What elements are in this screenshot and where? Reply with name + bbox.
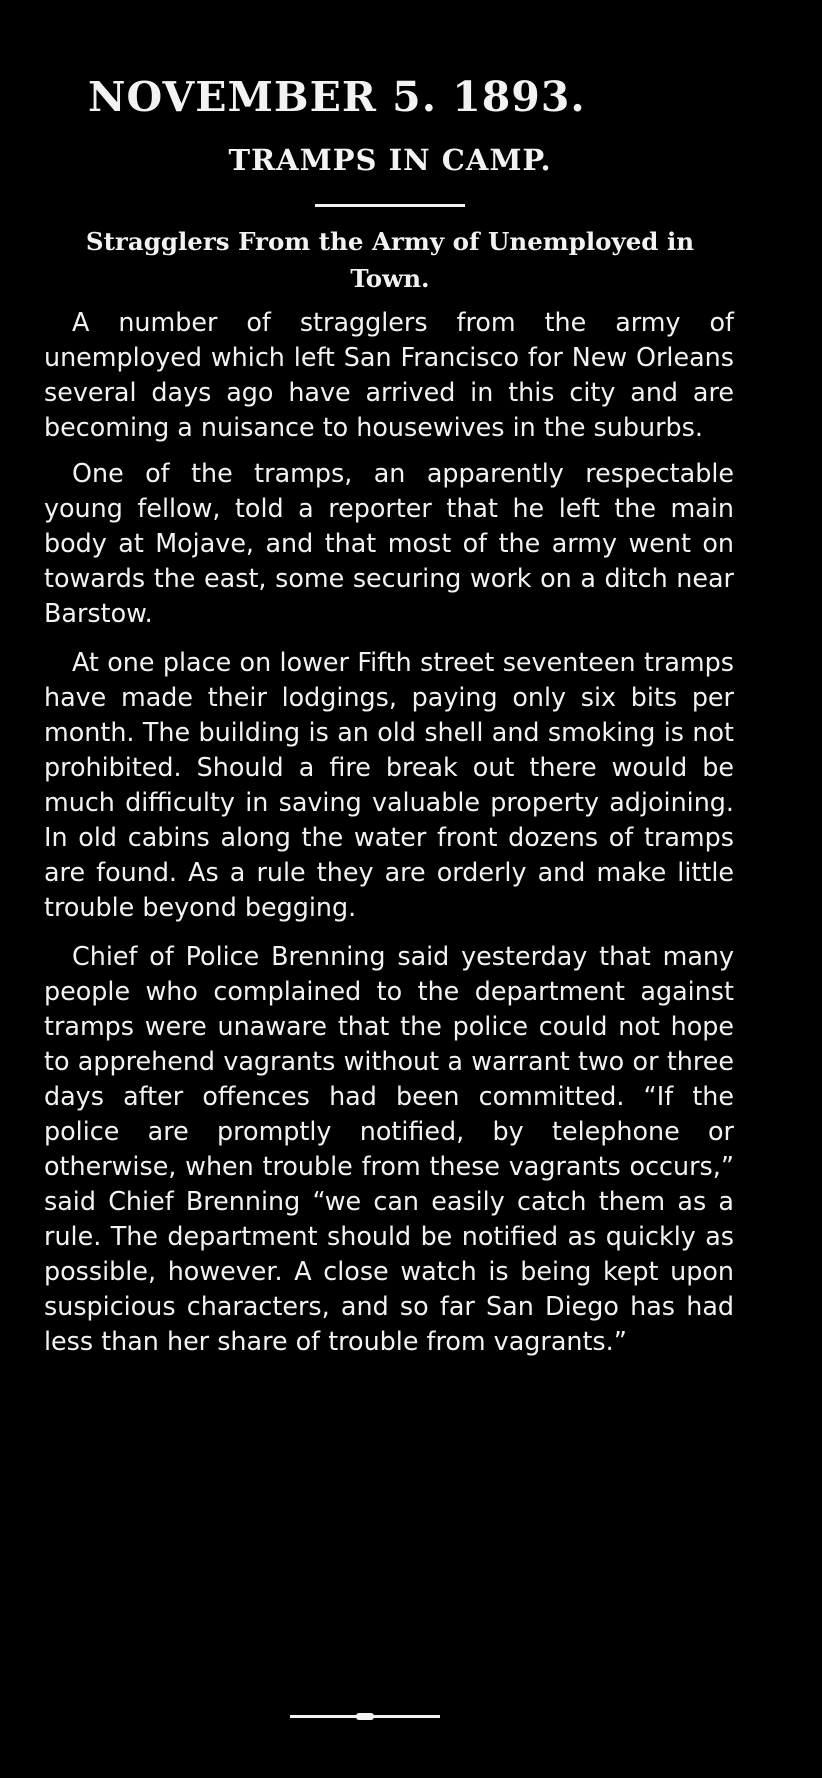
divider-ornament xyxy=(356,1713,374,1720)
headline-divider xyxy=(315,204,465,207)
article-subhead: Stragglers From the Army of Unemployed in Town. xyxy=(85,227,695,293)
article-paragraph-2: One of the tramps, an apparently respectable young fellow, told a reporter that he left the main body at Mojave, and that most of the army went on towards the east, some securing work on a ditch near Barstow. xyxy=(44,458,734,628)
article-date: NOVEMBER 5. 1893. xyxy=(88,73,586,121)
article-paragraph-1: A number of stragglers from the army of unemployed which left San Francisco for New Orleans several days ago have arrived in this city and are becoming a nuisance to housewives in the suburbs. xyxy=(44,307,734,442)
end-of-article-divider xyxy=(290,1715,440,1718)
article-headline: TRAMPS IN CAMP. xyxy=(228,143,552,177)
article-paragraph-4: Chief of Police Brenning said yesterday that many people who complained to the department against tramps were unaware that the police could not hope to apprehend vagrants without a warrant two or three days after offences had been committed. “If the police are promptly notified, by telephone or otherwise, when trouble from these vagrants occurs,” said Chief Brenning “we can easily catch them as a rule. The department should be notified as quickly as possible, however. A close watch is being kept upon suspicious characters, and so far San Diego has had less than her share of trouble from vagrants.” xyxy=(44,941,734,1356)
article-paragraph-3: At one place on lower Fifth street seventeen tramps have made their lodgings, paying only six bits per month. The building is an old shell and smoking is not prohibited. Should a fire break out there would be much difficulty in saving valuable property adjoining. In old cabins along the water front dozens of tramps are found. As a rule they are orderly and make little trouble beyond begging. xyxy=(44,647,734,922)
